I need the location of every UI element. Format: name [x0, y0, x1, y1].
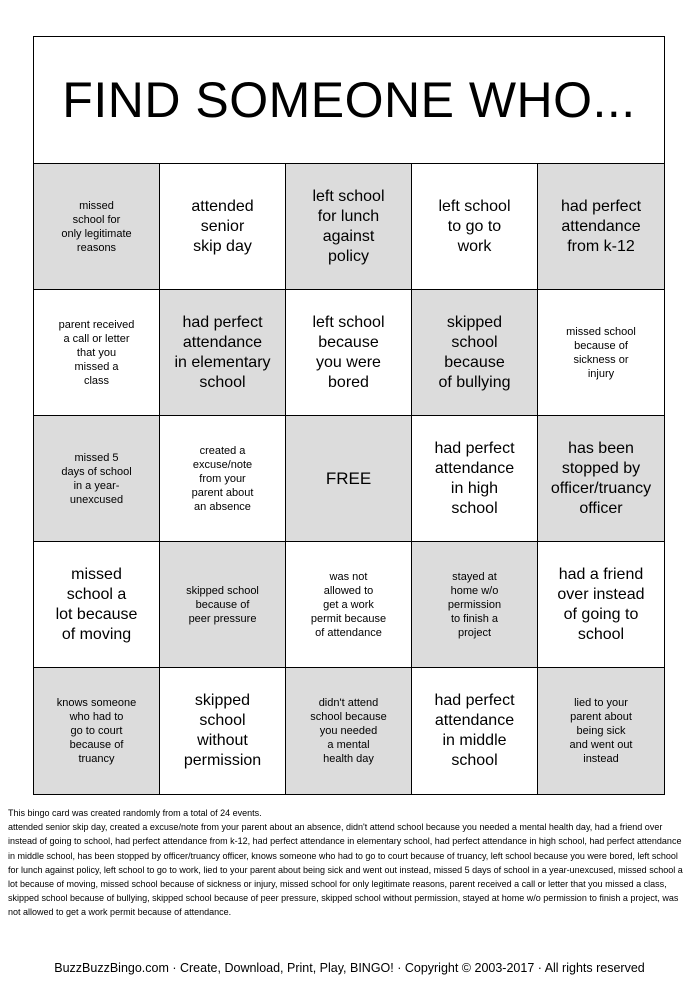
bingo-cell-text: skipped school because of peer pressure [186, 584, 259, 625]
bingo-cell-text: knows someone who had to go to court because of truancy [56, 697, 137, 765]
footnote-events: attended senior skip day, created a excuse/note from your parent about an absence, didn't attend school because you needed a mental health day, had a friend over instead of going to school, had perfect attendance from k-12, had perfect attendance in elementary school, had perfect attendance in high school, had perfect attendance in middle school, has been stopped by officer/truancy officer, knows someone who had to go to court because of truancy, left school because you were bored, left school for lunch against policy, left school to go to work, lied to your parent about being sick and went out instead, missed 5 days of school in a year-unexcused, missed school a lot because of moving, missed school because of sickness or injury, missed school for only legitimate reasons, parent received a call or letter that you missed a class, skipped school because of bullying, skipped school because of peer pressure, skipped school without permission, stayed at home w/o permission to finish a project, was not allowed to get a work permit because of attendance. [8, 822, 683, 918]
bingo-cell [34, 542, 160, 668]
bingo-cell-text: missed 5 days of school in a year- unexcused [61, 451, 132, 506]
bingo-cell [286, 164, 412, 290]
bingo-cell [538, 542, 664, 668]
bingo-cell-text: attended senior skip day [191, 197, 254, 255]
bingo-card [33, 36, 665, 795]
free-space-cell [286, 416, 412, 542]
bingo-cell [412, 416, 538, 542]
bingo-cell-text: missed school a lot because of moving [55, 565, 138, 643]
bingo-cell-text: was not allowed to get a work permit because of attendance [310, 570, 387, 639]
bingo-cell [412, 290, 538, 416]
bingo-cell-text: didn't attend school because you needed a mental health day [310, 697, 387, 765]
bingo-cell-text: parent received a call or letter that you missed a class [58, 318, 135, 387]
bingo-cell-text: left school to go to work [438, 197, 511, 255]
bingo-cell [412, 668, 538, 794]
site-footer: BuzzBuzzBingo.com · Create, Download, Print, Play, BINGO! · Copyright © 2003-2017 · All rights reserved [54, 961, 645, 975]
bingo-cell [412, 164, 538, 290]
bingo-cell [34, 668, 160, 794]
bingo-cell-text: had perfect attendance in high school [434, 439, 515, 517]
bingo-cell [538, 290, 664, 416]
bingo-cell [34, 290, 160, 416]
bingo-cell-text: left school because you were bored [312, 313, 385, 391]
bingo-cell [160, 542, 286, 668]
card-title: FIND SOMEONE WHO... [62, 72, 636, 128]
bingo-cell-text: missed school because of sickness or injury [566, 325, 636, 380]
footnote [8, 806, 690, 920]
bingo-cell-text: stayed at home w/o permission to finish a project [447, 570, 502, 639]
bingo-cell [538, 668, 664, 794]
card-header [34, 37, 664, 164]
bingo-cell [160, 668, 286, 794]
bingo-cell-text: skipped school without permission [183, 692, 262, 769]
bingo-cell-text: had perfect attendance in middle school [434, 692, 515, 769]
bingo-cell-text: has been stopped by officer/truancy officer [550, 439, 652, 517]
bingo-cell [538, 416, 664, 542]
bingo-cell [286, 542, 412, 668]
bingo-cell [34, 164, 160, 290]
bingo-cell [286, 290, 412, 416]
bingo-cell [160, 290, 286, 416]
bingo-cell-text: had a friend over instead of going to school [557, 565, 645, 643]
bingo-cell-text: FREE [325, 468, 372, 488]
bingo-cell-text: had perfect attendance in elementary school [174, 313, 271, 391]
bingo-cell [160, 416, 286, 542]
bingo-cell-text: missed school for only legitimate reasons [61, 199, 132, 254]
bingo-cell [412, 542, 538, 668]
footnote-intro: This bingo card was created randomly from a total of 24 events. [8, 808, 262, 818]
bingo-cell [160, 164, 286, 290]
bingo-cell [34, 416, 160, 542]
bingo-cell-text: lied to your parent about being sick and went out instead [569, 697, 633, 765]
bingo-cell [538, 164, 664, 290]
bingo-cell-text: had perfect attendance from k-12 [560, 197, 642, 255]
bingo-cell-text: created a excuse/note from your parent about an absence [191, 444, 254, 513]
bingo-cell-text: skipped school because of bullying [438, 313, 511, 391]
bingo-cell-text: left school for lunch against policy [312, 187, 385, 265]
bingo-cell [286, 668, 412, 794]
bingo-grid [34, 164, 664, 794]
